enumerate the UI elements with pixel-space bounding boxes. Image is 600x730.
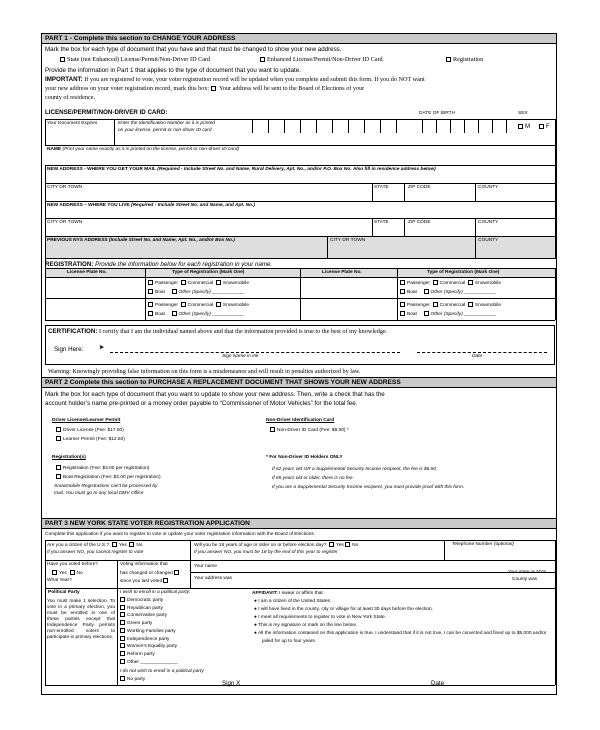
- date-label: Date: [472, 354, 483, 359]
- driver-license-option[interactable]: Driver License (Fee: $17.50): [56, 427, 124, 433]
- age-no-checkbox[interactable]: [345, 542, 350, 547]
- party-option[interactable]: Green party: [120, 620, 152, 626]
- checkbox[interactable]: [120, 620, 125, 625]
- sign-arrow-icon: ➤: [99, 345, 105, 351]
- bullet-icon: ●: [254, 607, 259, 612]
- sex-label: SEX: [518, 111, 528, 116]
- reg1-right-line1[interactable]: Passenger Commercial Snowmobile: [400, 280, 501, 286]
- live-zip-label: ZIP CODE: [408, 220, 431, 225]
- party-option[interactable]: Democratic party: [120, 597, 163, 603]
- mail-city-label: CITY OR TOWN: [47, 185, 83, 190]
- citizen-note: If you answer NO, you cannot register to vote: [47, 550, 144, 555]
- previous-city-label: CITY OR TOWN: [330, 238, 366, 243]
- id-number-boxes[interactable]: [252, 119, 412, 133]
- address-change-form: [41, 33, 557, 695]
- affidavit-item: ● I will have lived in the county, city or village for at least 30 days before the election.: [254, 607, 434, 612]
- sign-name-label: Sign Name in Ink: [222, 354, 259, 359]
- part2-text1: Mark the box for each type of document that you want to update to show your new address. Then, write a check that has the: [45, 391, 385, 398]
- reg2-left-line1[interactable]: Passenger Commercial Snowmobile: [148, 302, 249, 308]
- learner-permit-option[interactable]: Learner Permit (Fee: $12.50): [56, 436, 125, 442]
- reg2-right-line1[interactable]: Passenger Commercial Snowmobile: [400, 302, 501, 308]
- date-of-birth-label: DATE OF BIRTH: [419, 111, 456, 116]
- reg2-left-line2[interactable]: Boat Other (Specify) ____________: [148, 311, 244, 317]
- ndid-only-1: If 62 years old OR a Supplemental Security Income recipient, the fee is $6.50.: [272, 467, 438, 472]
- bullet-icon: ●: [254, 599, 259, 604]
- sign-x-label: Sign X: [222, 680, 241, 687]
- party-option[interactable]: Republican party: [120, 605, 163, 611]
- citizen-no-checkbox[interactable]: [129, 542, 134, 547]
- no-enroll-label: I do not wish to enroll in a political party: [120, 669, 204, 674]
- doc-type-state[interactable]: State (not Enhanced) License/Permit/Non-Driver ID Card: [60, 56, 210, 63]
- date-line[interactable]: [417, 352, 547, 353]
- ndid-option[interactable]: Non-Driver ID Card (Fee: $8.00) *: [270, 427, 349, 433]
- live-state-label: STATE: [374, 220, 389, 225]
- important-line3: county of residence.: [45, 94, 95, 101]
- enter-id-line1: Enter the Identification Number as it is printed: [118, 121, 216, 126]
- doc-expires-label: Your Document Expires: [47, 121, 98, 126]
- mail-zip-label: ZIP CODE: [408, 185, 431, 190]
- age-note: If you answer NO, you must be 18 by the end of this year to register: [194, 550, 338, 555]
- certification-text: CERTIFICATION: I certify that I am the individual named above and that the information provided is true to the best of my knowledge.: [48, 328, 388, 335]
- checkbox[interactable]: [120, 643, 125, 648]
- affidavit-item: ● I am a citizen of the United States.: [254, 599, 332, 604]
- snowmobile-note-2: mail. You must go to any local DMV Office: [54, 491, 144, 496]
- snowmobile-note-1: Snowmobile Registrations can’t be processed by: [54, 484, 158, 489]
- checkbox[interactable]: [446, 57, 451, 62]
- checkbox[interactable]: [120, 612, 125, 617]
- no-party-option[interactable]: No party: [120, 676, 145, 682]
- ndid-only-2: If 65 years old or older, there is no fee.: [272, 476, 354, 481]
- reg1-left-line1[interactable]: Passenger Commercial Snowmobile: [148, 280, 249, 286]
- provide-info: Provide the information in Part 1 that applies to the type of document that you want to update.: [45, 67, 301, 74]
- signature-line[interactable]: [110, 352, 400, 353]
- voting-info-1: Voting information that: [120, 562, 168, 567]
- ndid-only-3: If you are a Supplemental Security Income recipient, you must provide proof with this form.: [272, 485, 465, 490]
- part3-intro: Complete this application if you want to register to vote or update your voter registration information with the Board of Elections.: [45, 532, 316, 537]
- checkbox[interactable]: [120, 605, 125, 610]
- sex-m[interactable]: M: [518, 123, 530, 130]
- voting-info-3: since you last voted: [120, 578, 170, 584]
- part1-header: PART 1 - Complete this section to CHANGE YOUR ADDRESS: [42, 34, 556, 44]
- ndid-only-heading: * For Non-Driver ID Holders ONLY: [266, 455, 343, 460]
- ndid-label: Non-Driver Identification Card: [266, 418, 335, 423]
- sign-here-label: Sign Here:: [54, 346, 84, 353]
- phone-label[interactable]: Telephone Number (optional): [452, 542, 514, 547]
- registrations-label: Registration(s): [52, 455, 86, 460]
- sex-f[interactable]: F: [539, 123, 550, 130]
- bullet-icon: ●: [254, 615, 259, 620]
- type-header-right: Type of Registration (Mark One): [427, 270, 500, 275]
- bullet-icon: ●: [254, 623, 259, 628]
- party-option[interactable]: Women's Equality party: [120, 643, 177, 649]
- previous-county-label: COUNTY: [478, 238, 499, 243]
- live-county-label: COUNTY: [478, 220, 499, 225]
- party-option[interactable]: Other ______________: [120, 659, 178, 665]
- party-option[interactable]: Reform party: [120, 651, 155, 657]
- license-label: LICENSE/PERMIT/NON-DRIVER ID CARD:: [45, 109, 168, 116]
- voted-before-options[interactable]: Yes No: [52, 570, 83, 576]
- live-address-field[interactable]: NEW ADDRESS – WHERE YOU LIVE (Required - Include Street No. and Name, and Apt. No.): [47, 203, 255, 208]
- citizen-question: Are you a citizen of the U.S.? Yes No: [47, 542, 143, 548]
- enter-id-line2: on your license, permit or non-driver ID card: [118, 128, 212, 133]
- affidavit-item: ● This is my signature or mark on the line below.: [254, 623, 357, 628]
- doc-type-enhanced[interactable]: Enhanced License/Permit/Non-Driver ID Card: [260, 56, 383, 63]
- your-name-label[interactable]: Your name: [194, 564, 218, 569]
- registration-fee-option[interactable]: Registration (Fee: $3.00 per registration): [56, 465, 149, 471]
- your-address-label[interactable]: Your address was: [194, 576, 232, 581]
- plate-header-right: License Plate No.: [322, 270, 362, 275]
- checkbox[interactable]: [120, 628, 125, 633]
- registration-heading: REGISTRATION: Provide the information below for each registration in your name.: [45, 261, 273, 268]
- doc-type-registration[interactable]: Registration: [446, 56, 483, 63]
- party-label: Political Party: [48, 590, 80, 595]
- checkbox[interactable]: [120, 636, 125, 641]
- party-option[interactable]: Working Families party: [120, 628, 176, 634]
- warning-text: Warning: Knowingly providing false information on this form is a misdemeanor and will result in penalties authorized by law.: [48, 368, 361, 375]
- voter-date-label: Date: [431, 680, 445, 687]
- checkbox[interactable]: [60, 57, 65, 62]
- party-option[interactable]: Conservative party: [120, 612, 167, 618]
- name-field[interactable]: NAME (Print your name exactly as it is printed on the license, permit or non-driver ID card): [47, 147, 239, 152]
- opt-out-voter-checkbox[interactable]: [211, 86, 216, 91]
- your-state-label: Your state or NYS: [508, 570, 547, 575]
- checkbox[interactable]: [120, 659, 125, 664]
- party-text: You must make 1 selection. To vote in a primary election, you must be enrolled in one of these parties except that Independence Party permits non-enrolled voters to participate in primary elections.: [47, 599, 115, 640]
- part1-instruction: Mark the box for each type of document that you have and that must be changed to show your new address.: [45, 46, 342, 53]
- county-was-label: County was: [512, 577, 538, 582]
- age-yes-checkbox[interactable]: [329, 542, 334, 547]
- bullet-icon: ●: [254, 631, 258, 636]
- what-year-label[interactable]: What Year?: [47, 578, 72, 583]
- age-question: Will you be 18 years of age or older on or before election day? Yes No: [194, 542, 359, 548]
- important-line1: IMPORTANT: If you are registered to vote, your voter registration record will be updated when you complete and submit this form. If you do NOT want: [45, 76, 425, 83]
- affidavit-item: jailed for up to four years.: [262, 639, 317, 644]
- date-of-birth-boxes[interactable]: [422, 119, 507, 133]
- type-header-left: Type of Registration (Mark One): [172, 270, 245, 275]
- enroll-label: I wish to enroll in a political party:: [120, 590, 191, 595]
- reg2-right-line2[interactable]: Boat Other (Specify) ____________: [400, 311, 496, 317]
- boat-registration-fee-option[interactable]: Boat Registration (Fee: $2.00 per registration): [56, 474, 161, 480]
- voted-before-question: Have you voted before?: [47, 562, 98, 567]
- mail-address-field[interactable]: NEW ADDRESS - WHERE YOU GET YOUR MAIL (Required - Include Street No. and Name, Rural Delivery, Apt. No., and/or P.O. Box No. Also fill in residence address below): [47, 167, 436, 172]
- part2-header: PART 2 Complete this section to PURCHASE A REPLACEMENT DOCUMENT THAT SHOWS YOUR NEW ADDRESS: [42, 378, 556, 388]
- checkbox[interactable]: [260, 57, 265, 62]
- previous-address-field[interactable]: PREVIOUS NYS ADDRESS (Include Street No. and Name, Apt. No., and/or Box No.): [47, 238, 235, 243]
- party-option[interactable]: Independence party: [120, 636, 169, 642]
- citizen-yes-checkbox[interactable]: [112, 542, 117, 547]
- important-line2: your new address on your voter registration record, mark this box: Your address will be sent to the Board of Elections of your: [45, 85, 365, 92]
- plate-header-left: License Plate No.: [67, 270, 107, 275]
- affidavit-heading: AFFIDAVIT: I swear or affirm that: [252, 591, 323, 596]
- affidavit-item: ● All the information contained on this application is true. I understand that if it is not true, I can be convicted and fined up to $5,000 and/or: [254, 631, 547, 636]
- checkbox[interactable]: [120, 597, 125, 602]
- checkbox[interactable]: [120, 651, 125, 656]
- mail-state-label: STATE: [374, 185, 389, 190]
- affidavit-item: ● I meet all requirements to register to vote in New York State.: [254, 615, 386, 620]
- part3-header: PART 3 NEW YORK STATE VOTER REGISTRATION APPLICATION: [42, 519, 556, 529]
- live-city-label: CITY OR TOWN: [47, 220, 83, 225]
- voting-info-2: has changed or changed: [120, 570, 181, 576]
- dl-label: Driver License/Learner Permit: [52, 418, 121, 423]
- reg1-left-line2[interactable]: Boat Other (Specify) ____________: [148, 289, 244, 295]
- part2-text2: account holder’s name pre-printed or a money order payable to “Commissioner of Motor Vehicles” for the total fee.: [45, 400, 358, 407]
- mail-county-label: COUNTY: [478, 185, 499, 190]
- reg1-right-line2[interactable]: Boat Other (Specify) ____________: [400, 289, 496, 295]
